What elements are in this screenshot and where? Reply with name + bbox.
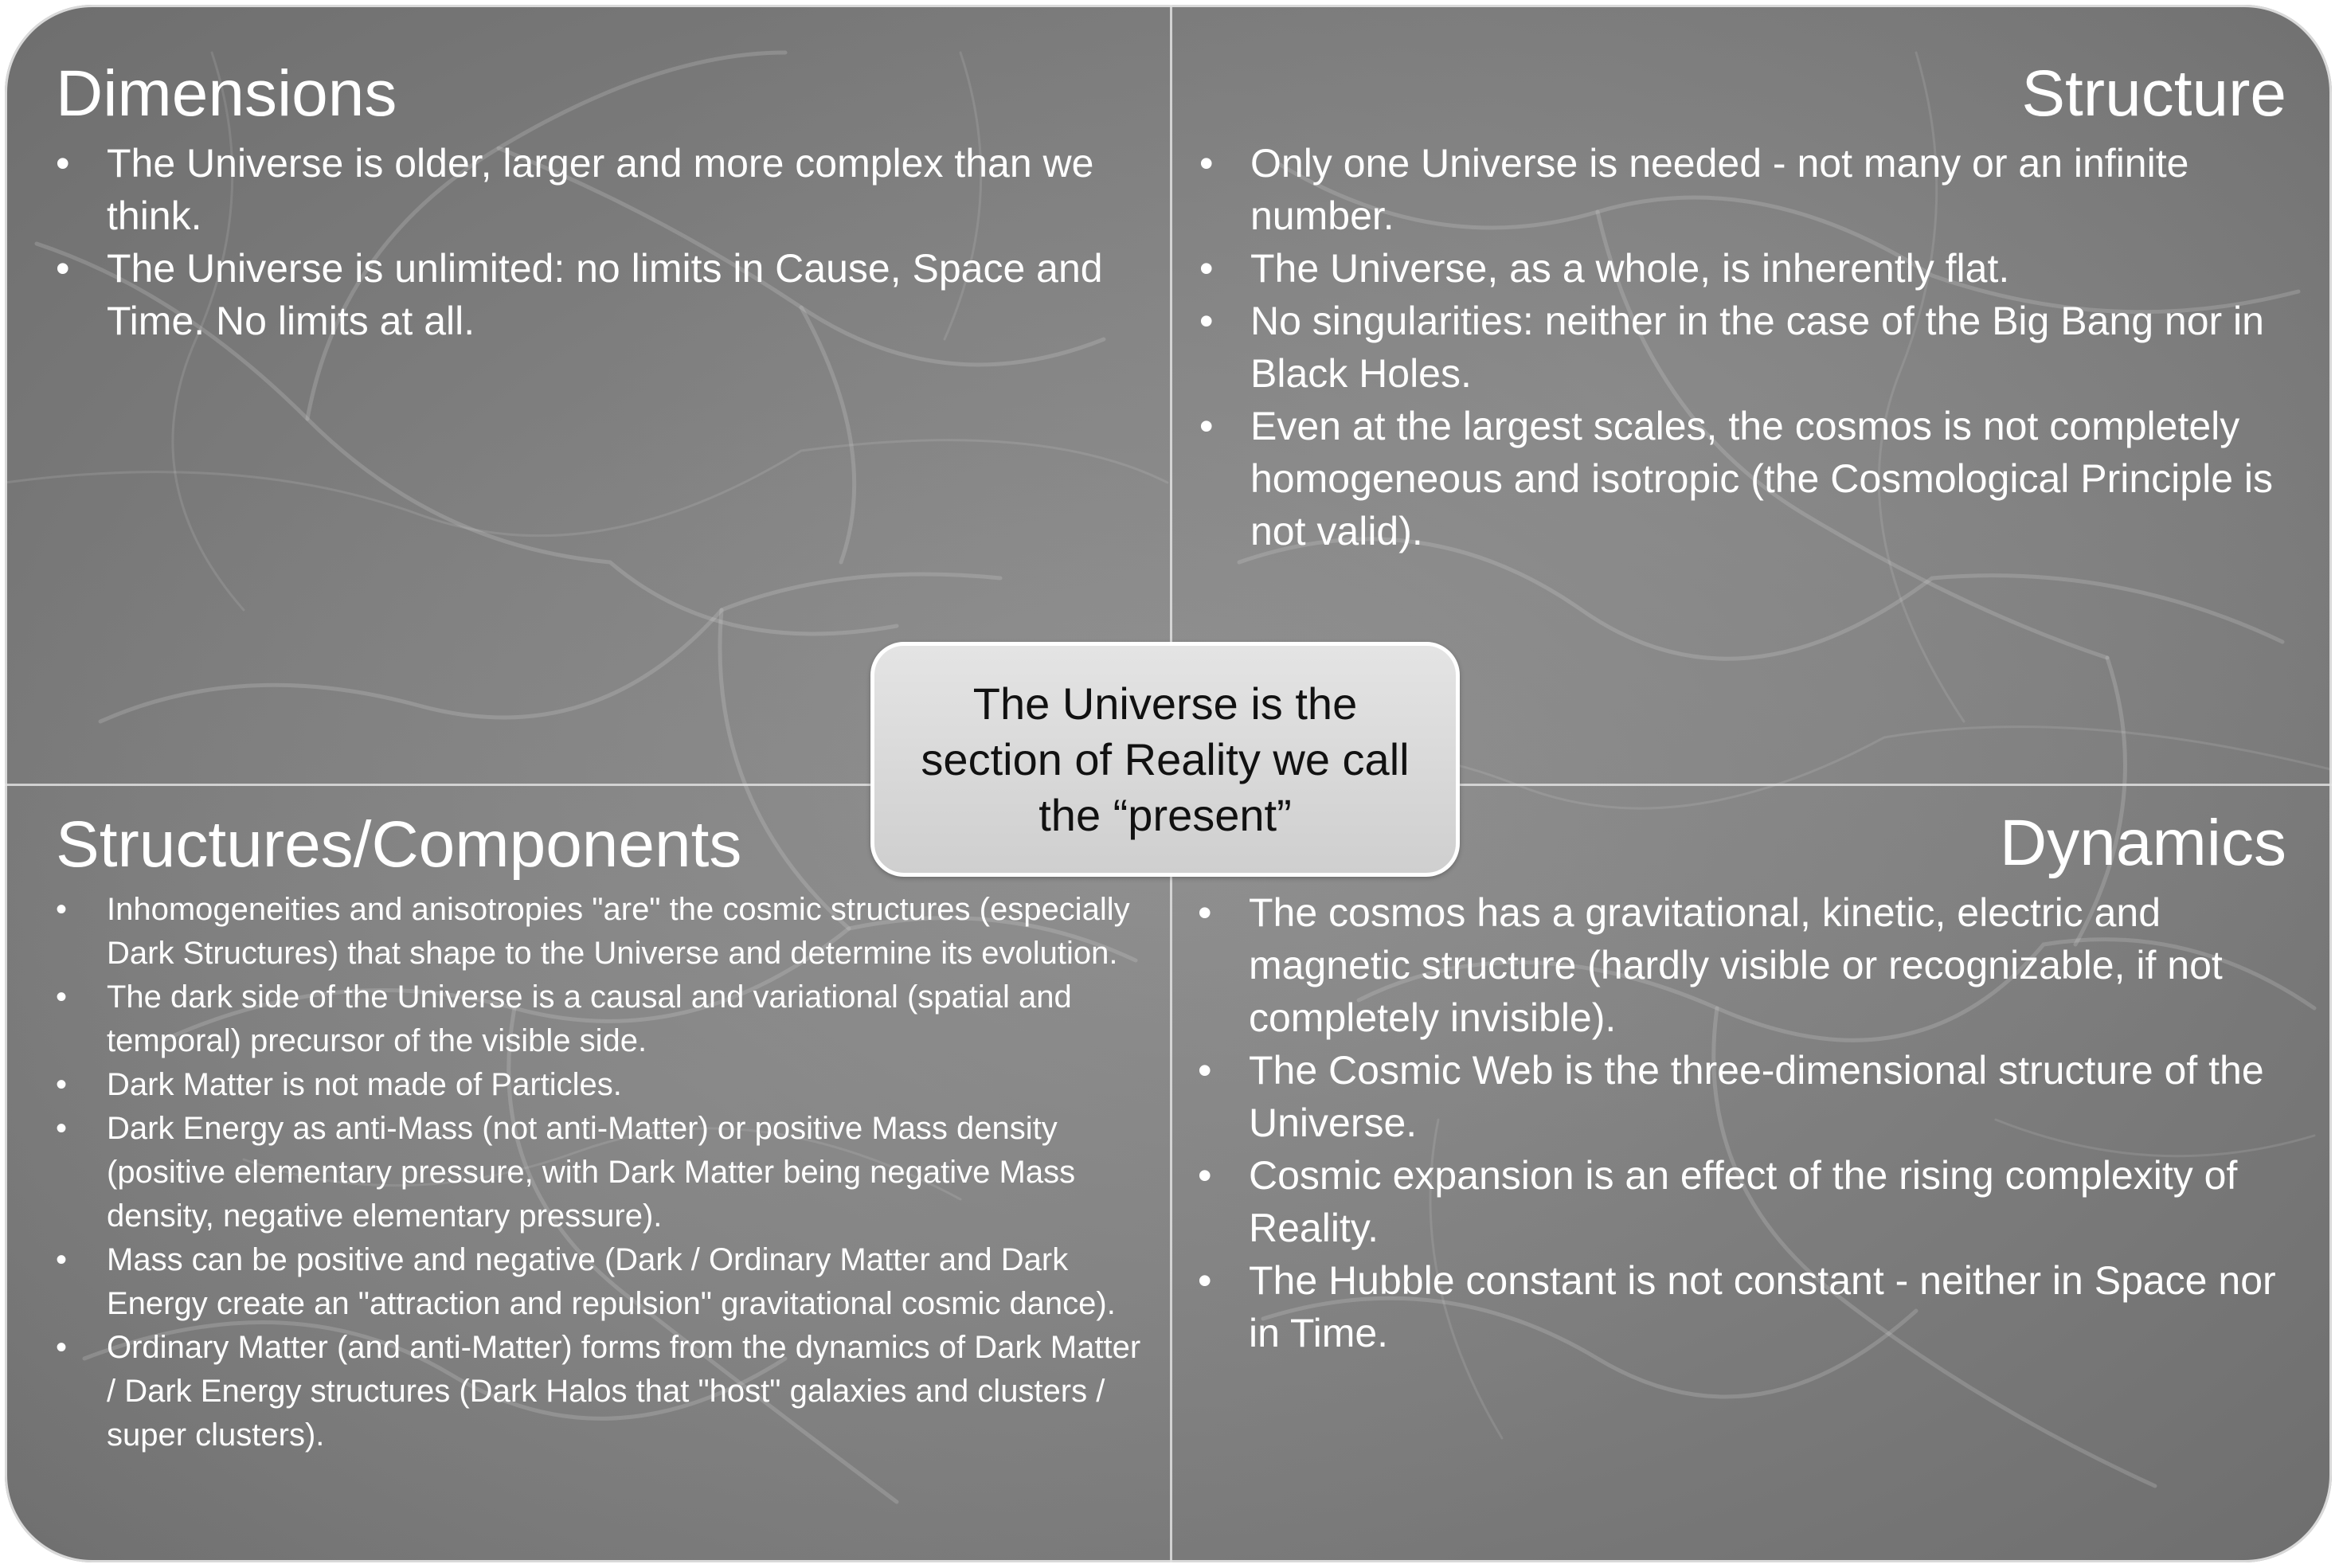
components-title: Structures/Components — [56, 808, 742, 881]
components-list — [56, 888, 1155, 1457]
structure-item: • No singularities: neither in the case of the Big Bang nor in Black Holes. — [1199, 295, 2286, 400]
dynamics-quadrant — [1198, 804, 2286, 1359]
dimensions-quadrant — [56, 54, 1139, 347]
dimensions-item: • The Universe is unlimited: no limits in Cause, Space and Time. No limits at all. — [56, 242, 1139, 347]
components-quadrant — [56, 805, 1155, 1457]
structure-quadrant — [1199, 54, 2286, 557]
structure-item: • Even at the largest scales, the cosmos is not completely homogeneous and isotropic (the Cosmological Principle is not valid). — [1199, 400, 2286, 557]
components-item: • The dark side of the Universe is a causal and variational (spatial and temporal) precursor of the visible side. — [56, 976, 1155, 1063]
dynamics-item: • Cosmic expansion is an effect of the rising complexity of Reality. — [1198, 1149, 2286, 1254]
dynamics-item: • The Hubble constant is not constant - neither in Space nor in Time. — [1198, 1254, 2286, 1359]
quadrant-board — [5, 5, 2332, 1562]
components-item: • Dark Energy as anti-Mass (not anti-Matter) or positive Mass density (positive elementary pressure, with Dark Matter being negative Mass density, negative elementary pressure). — [56, 1107, 1155, 1238]
components-item: • Inhomogeneities and anisotropies "are" the cosmic structures (especially Dark Structures) that shape to the Universe and determine its evolution. — [56, 888, 1155, 976]
structure-list — [1199, 137, 2286, 557]
dynamics-title: Dynamics — [2000, 807, 2286, 879]
dynamics-item: • The Cosmic Web is the three-dimensional structure of the Universe. — [1198, 1044, 2286, 1149]
central-statement-box — [870, 642, 1460, 877]
dimensions-title: Dimensions — [56, 57, 397, 130]
structure-item: • Only one Universe is needed - not many or an infinite number. — [1199, 137, 2286, 242]
dynamics-list — [1198, 886, 2286, 1359]
components-item: • Mass can be positive and negative (Dark / Ordinary Matter and Dark Energy create an "attraction and repulsion" gravitational cosmic dance). — [56, 1238, 1155, 1326]
dimensions-list — [56, 137, 1139, 347]
structure-item: • The Universe, as a whole, is inherently flat. — [1199, 242, 2286, 295]
central-statement-text: The Universe is the section of Reality we call the “present” — [921, 678, 1410, 840]
structure-title: Structure — [2021, 57, 2286, 130]
components-item: • Dark Matter is not made of Particles. — [56, 1063, 1155, 1107]
dynamics-item: • The cosmos has a gravitational, kinetic, electric and magnetic structure (hardly visible or recognizable, if not completely invisible). — [1198, 886, 2286, 1044]
dimensions-item: • The Universe is older, larger and more complex than we think. — [56, 137, 1139, 242]
components-item: • Ordinary Matter (and anti-Matter) forms from the dynamics of Dark Matter / Dark Energy structures (Dark Halos that "host" galaxies and clusters / super clusters). — [56, 1326, 1155, 1457]
